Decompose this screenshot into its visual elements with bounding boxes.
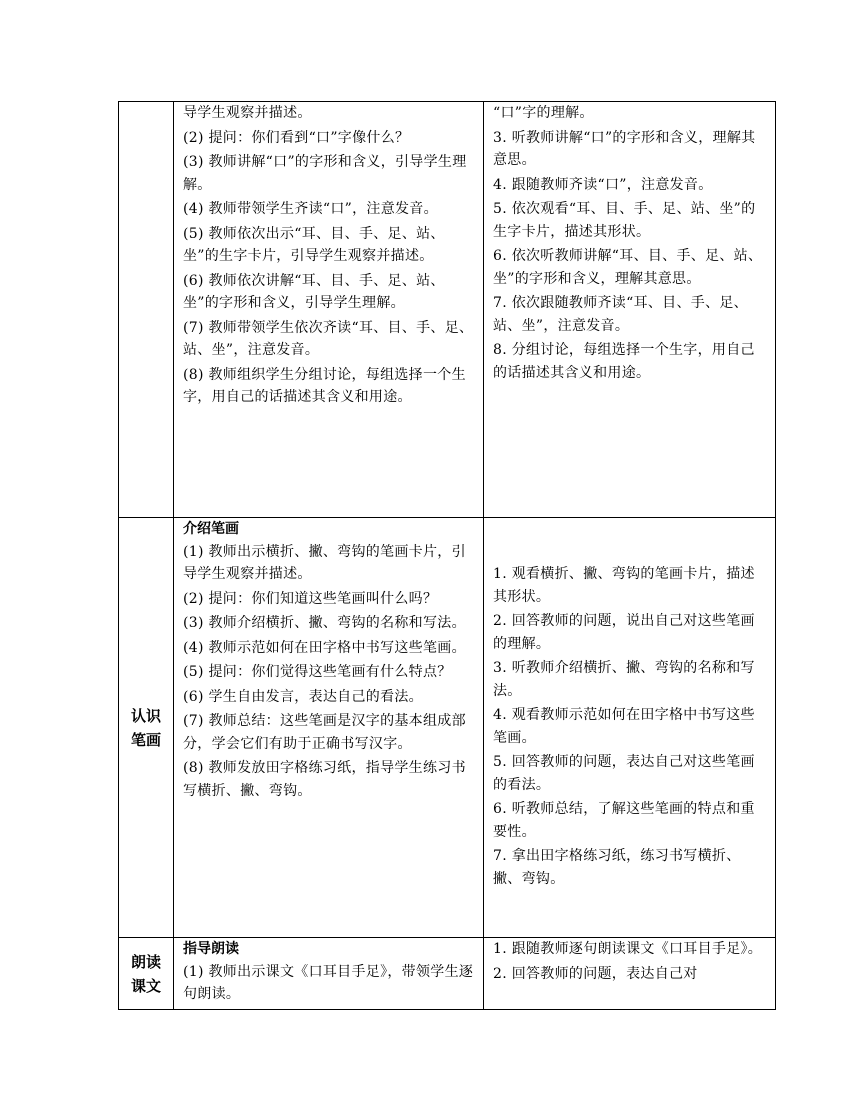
teacher-activities [174, 518, 484, 938]
teacher-step: (8) 教师发放田字格练习纸，指导学生练习书写横折、撇、弯钩。 [183, 760, 466, 799]
row-heading [119, 102, 174, 518]
teacher-step: (5) 教师依次出示“耳、目、手、足、站、坐”的生字卡片，引导学生观察并描述。 [183, 225, 445, 264]
student-activities [484, 102, 776, 518]
table-row [119, 102, 776, 518]
student-step: 7. 依次跟随教师齐读“耳、目、手、足、站、坐”，注意发音。 [493, 295, 748, 334]
teacher-step: (1) 教师出示课文《口耳目手足》，带领学生逐句朗读。 [183, 963, 474, 1002]
teacher-step: (7) 教师总结：这些笔画是汉字的基本组成部分，学会它们有助于正确书写汉字。 [183, 713, 466, 752]
row-heading [119, 938, 174, 1010]
section-subheading: 指导朗读 [183, 941, 239, 957]
student-step: 8. 分组讨论，每组选择一个生字，用自己的话描述其含义和用途。 [493, 342, 755, 381]
teacher-activities [174, 102, 484, 518]
student-step: “口”字的理解。 [493, 105, 594, 121]
row-heading-line: 笔画 [130, 730, 161, 749]
teacher-step: (3) 教师讲解“口”的字形和含义，引导学生理解。 [183, 154, 467, 193]
teacher-step: (5) 提问：你们觉得这些笔画有什么特点？ [183, 664, 452, 680]
row-heading-line: 朗读 [130, 952, 161, 971]
student-step: 3. 听教师介绍横折、撇、弯钩的名称和写法。 [493, 660, 755, 699]
student-step: 2. 回答教师的问题，说出自己对这些笔画的理解。 [493, 613, 755, 652]
teacher-step: (1) 教师出示横折、撇、弯钩的笔画卡片，引导学生观察并描述。 [183, 543, 466, 582]
row-heading-line: 认识 [130, 706, 161, 725]
teacher-step: (2) 提问：你们知道这些笔画叫什么吗？ [183, 590, 438, 607]
student-step: 4. 跟随教师齐读“口”，注意发音。 [493, 176, 713, 193]
lesson-plan-table [118, 101, 776, 1010]
student-step: 4. 观看教师示范如何在田字格中书写这些笔画。 [493, 707, 755, 746]
teacher-step: (7) 教师带领学生依次齐读“耳、目、手、足、站、坐”，注意发音。 [183, 319, 474, 358]
student-step: 5. 依次观看“耳、目、手、足、站、坐”的生字卡片，描述其形状。 [493, 201, 756, 240]
table-row [119, 518, 776, 938]
teacher-step: 导学生观察并描述。 [183, 105, 312, 121]
teacher-step: (4) 教师带领学生齐读“口”，注意发音。 [183, 201, 438, 217]
student-activities [484, 938, 776, 1010]
teacher-step: (3) 教师介绍横折、撇、弯钩的名称和写法。 [183, 615, 466, 631]
teacher-step: (6) 学生自由发言，表达自己的看法。 [183, 688, 423, 705]
teacher-step: (4) 教师示范如何在田字格中书写这些笔画。 [183, 639, 466, 656]
teacher-activities [174, 938, 484, 1010]
teacher-step: (6) 教师依次讲解“耳、目、手、足、站、坐”的字形和含义，引导学生理解。 [183, 272, 445, 311]
table-row [119, 938, 776, 1010]
section-subheading: 介绍笔画 [183, 521, 239, 537]
row-heading [119, 518, 174, 938]
teacher-step: (8) 教师组织学生分组讨论，每组选择一个生字，用自己的话描述其含义和用途。 [183, 366, 466, 405]
student-step: 2. 回答教师的问题，表达自己对 [493, 965, 698, 982]
student-step: 1. 观看横折、撇、弯钩的笔画卡片，描述其形状。 [493, 566, 755, 605]
row-heading-line: 课文 [130, 976, 161, 995]
student-step: 5. 回答教师的问题，表达自己对这些笔画的看法。 [493, 754, 755, 793]
student-step: 6. 听教师总结，了解这些笔画的特点和重要性。 [493, 801, 755, 840]
teacher-step: (2) 提问：你们看到“口”字像什么？ [183, 129, 410, 146]
student-step: 7. 拿出田字格练习纸，练习书写横折、撇、弯钩。 [493, 848, 741, 887]
student-step: 6. 依次听教师讲解“耳、目、手、足、站、坐”的字形和含义，理解其意思。 [493, 248, 763, 287]
student-activities [484, 518, 776, 938]
student-step: 3. 听教师讲解“口”的字形和含义，理解其意思。 [493, 129, 756, 168]
student-step: 1. 跟随教师逐句朗读课文《口耳目手足》。 [493, 941, 763, 957]
